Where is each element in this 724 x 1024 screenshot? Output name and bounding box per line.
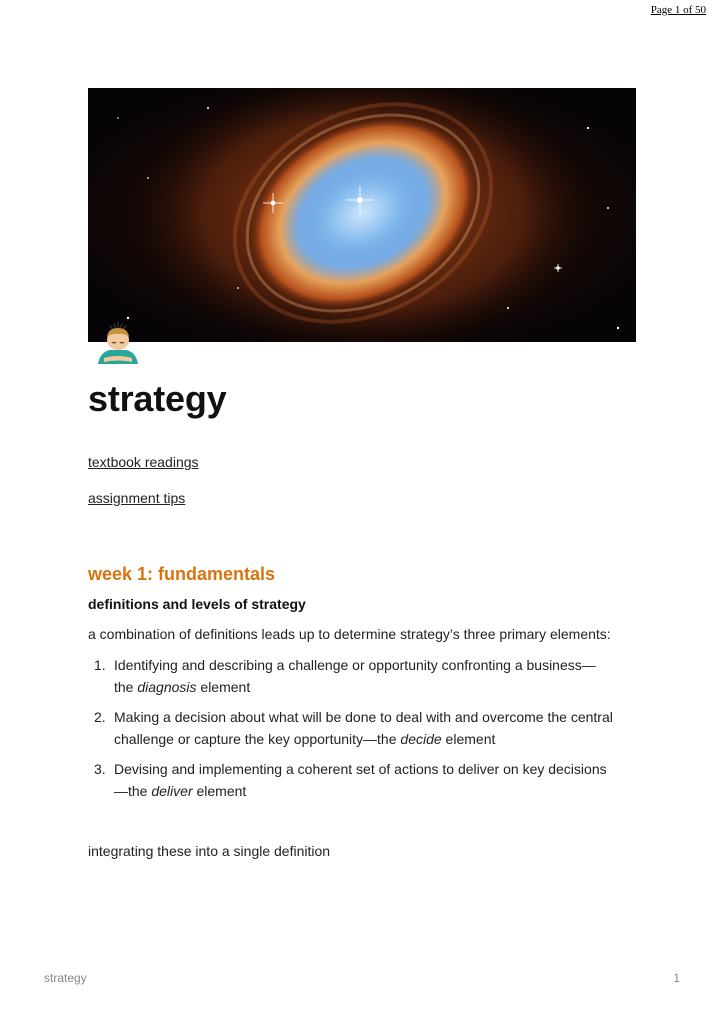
list-item-number: 1. xyxy=(94,657,106,673)
nebula-cover-image xyxy=(88,88,636,342)
page-title: strategy xyxy=(88,378,227,419)
section-heading: week 1: fundamentals xyxy=(88,564,276,584)
list-item-text: Making a decision about what will be done to deal with and overcome the central challenge or capture the key opportunity—the decide element xyxy=(114,709,613,747)
list-item-number: 3. xyxy=(94,761,106,777)
cover-image xyxy=(88,88,636,342)
page-indicator: Page 1 of 50 xyxy=(650,4,706,16)
footer-page-number: 1 xyxy=(673,971,680,985)
assignment-tips-link[interactable]: assignment tips xyxy=(88,490,186,506)
sub-heading: definitions and levels of strategy xyxy=(88,596,306,612)
list-item-text: Devising and implementing a coherent set of actions to deliver on key decisions —the deliver element xyxy=(114,761,607,799)
textbook-readings-link[interactable]: textbook readings xyxy=(88,454,199,470)
closing-paragraph: integrating these into a single definition xyxy=(88,843,331,859)
list-item-text: Identifying and describing a challenge or opportunity confronting a business— the diagnosis element xyxy=(114,657,596,695)
person-bowing-emoji xyxy=(92,318,144,370)
footer-title: strategy xyxy=(44,971,87,985)
intro-paragraph: a combination of definitions leads up to determine strategy’s three primary elements: xyxy=(88,626,611,642)
list-item-number: 2. xyxy=(94,709,106,725)
